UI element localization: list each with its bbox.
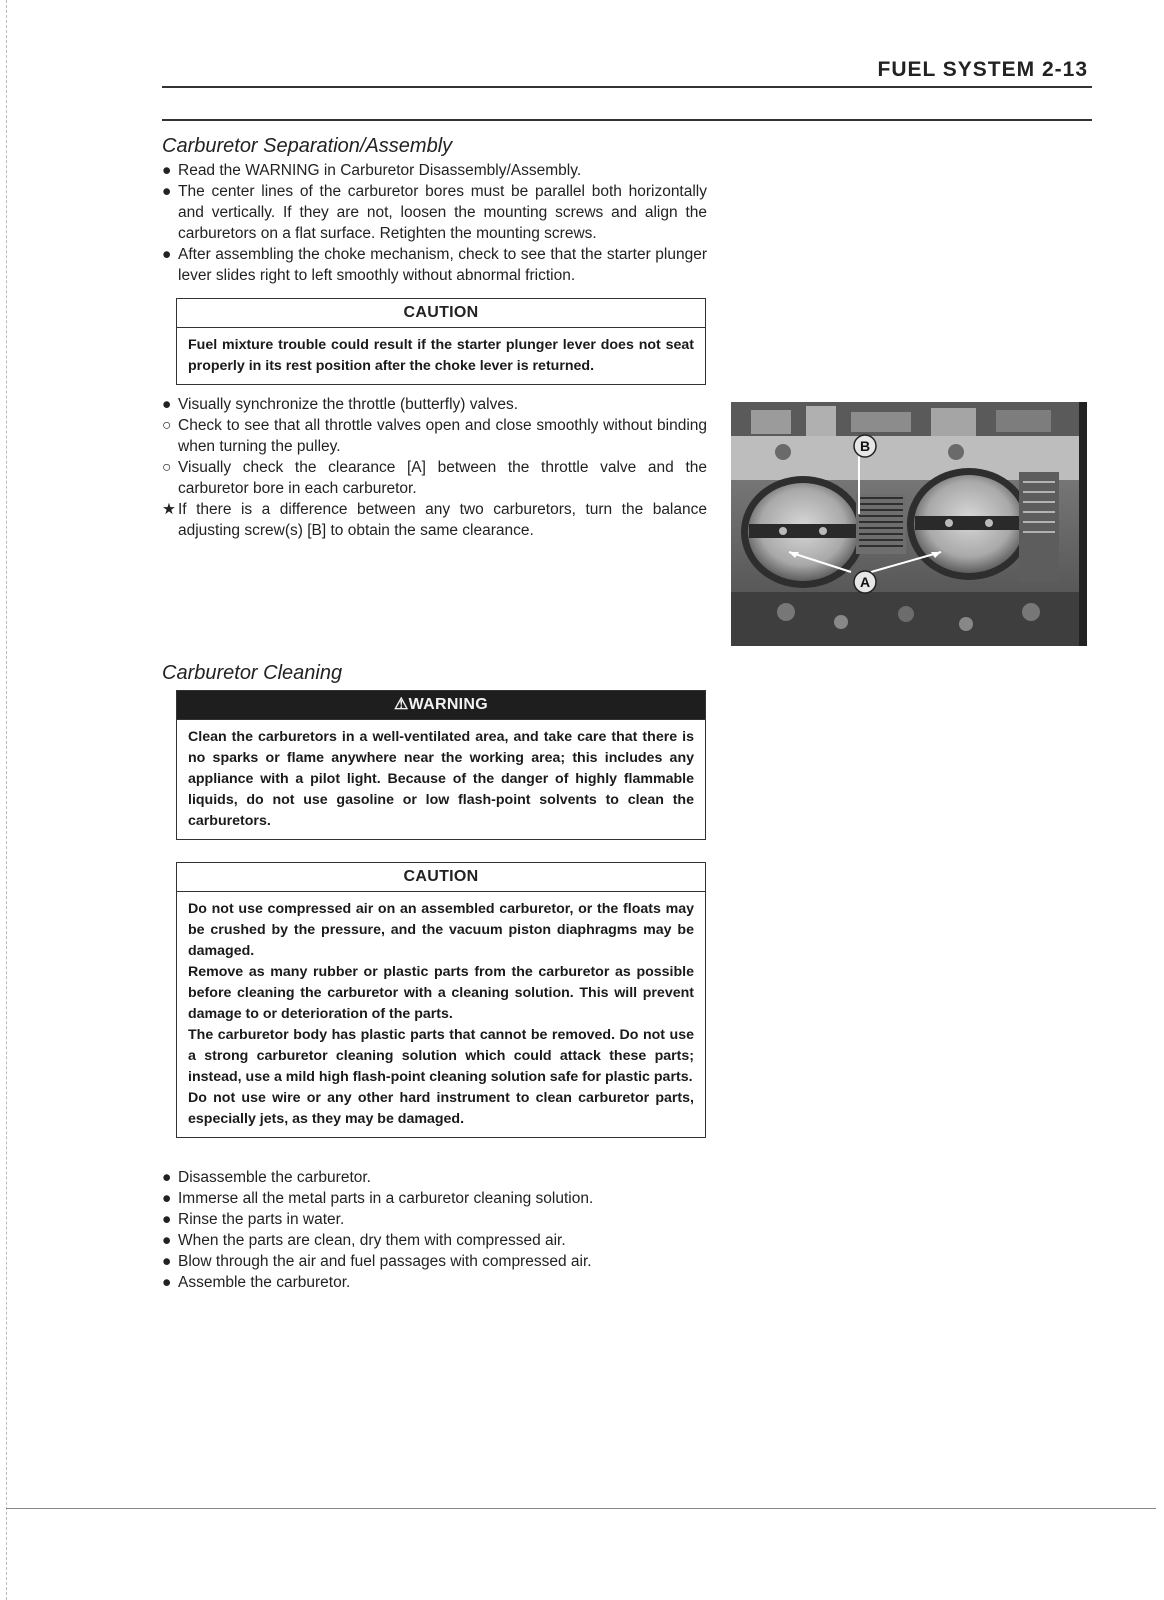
separation-bullet-list — [162, 160, 707, 286]
callout-a-label: A — [859, 574, 871, 590]
caution-paragraph: Remove as many rubber or plastic parts from the carburetor as possible before cleaning the carburetor with a cleaning solution. This will prevent damage to or deterioration of the parts. — [188, 964, 694, 1022]
bullet-text: If there is a difference between any two carburetors, turn the balance adjusting screw(s) [B] to obtain the same clearance. — [178, 501, 707, 539]
list-item — [162, 415, 707, 457]
list-item — [162, 244, 707, 286]
bullet-text: Visually check the clearance [A] between the throttle valve and the carburetor bore in each carburetor. — [178, 459, 707, 497]
bullet-mark: ● — [162, 1211, 172, 1228]
list-item — [162, 394, 707, 415]
bullet-mark: ● — [162, 162, 172, 179]
bullet-text: The center lines of the carburetor bores must be parallel both horizontally and vertically. If they are not, loosen the mounting screws and align the carburetors on a flat surface. Retighten the mounting screws. — [178, 183, 707, 242]
bullet-mark: ● — [162, 1274, 172, 1291]
list-item — [162, 181, 707, 244]
caution-box-choke — [176, 298, 706, 385]
list-item — [162, 160, 707, 181]
bullet-text: Check to see that all throttle valves open and close smoothly without binding when turning the pulley. — [178, 417, 707, 455]
bullet-text: When the parts are clean, dry them with compressed air. — [178, 1232, 566, 1249]
warning-box — [176, 690, 706, 840]
list-item — [162, 1230, 707, 1251]
bullet-mark: ● — [162, 1190, 172, 1207]
cleaning-steps-list — [162, 1167, 707, 1293]
list-item — [162, 457, 707, 499]
caution-paragraph: The carburetor body has plastic parts that cannot be removed. Do not use a strong carburetor cleaning solution which could attack these parts; instead, use a mild high flash-point cleaning solution safe for plastic parts. — [188, 1027, 694, 1085]
star-mark: ★ — [162, 501, 176, 518]
page-header — [162, 56, 1092, 88]
page-title: FUEL SYSTEM 2-13 — [877, 58, 1088, 81]
bullet-mark: ● — [162, 183, 172, 200]
warning-heading: ⚠WARNING — [177, 691, 705, 720]
bullet-mark: ● — [162, 1232, 172, 1249]
caution-box-cleaning — [176, 862, 706, 1138]
sub-bullet-mark: ○ — [162, 417, 172, 434]
bullet-mark: ● — [162, 246, 172, 263]
bullet-text: Visually synchronize the throttle (butterfly) valves. — [178, 396, 519, 413]
caution-paragraph: Do not use wire or any other hard instrument to clean carburetor parts, especially jets, as they may be damaged. — [188, 1090, 694, 1127]
caution-body — [177, 892, 705, 1137]
sub-bullet-mark: ○ — [162, 459, 172, 476]
bullet-text: Assemble the carburetor. — [178, 1274, 351, 1291]
caution-heading: CAUTION — [177, 863, 705, 892]
list-item — [162, 1188, 707, 1209]
warning-text: Clean the carburetors in a well-ventilated area, and take care that there is no sparks or flame anywhere near the working area; this includes any appliance with a pilot light. Because of the danger of highly flammable liquids, do not use gasoline or low flash-point solvents to clean the carburetors. — [188, 729, 694, 829]
list-item — [162, 1209, 707, 1230]
bullet-text: Blow through the air and fuel passages with compressed air. — [178, 1253, 592, 1270]
list-item — [162, 1167, 707, 1188]
throttle-body-photo — [731, 402, 1087, 646]
footer-divider — [6, 1508, 1156, 1509]
binding-edge — [0, 0, 7, 1600]
section-title-cleaning: Carburetor Cleaning — [162, 662, 343, 684]
section-title-separation: Carburetor Separation/Assembly — [162, 135, 453, 157]
header-divider — [162, 119, 1092, 121]
list-item — [162, 1251, 707, 1272]
bullet-mark: ● — [162, 1169, 172, 1186]
caution-paragraph: Do not use compressed air on an assembled carburetor, or the floats may be crushed by the pressure, and the vacuum piston diaphragms may be damaged. — [188, 901, 694, 959]
bullet-text: Immerse all the metal parts in a carburetor cleaning solution. — [178, 1190, 594, 1207]
caution-text: Fuel mixture trouble could result if the starter plunger lever does not seat properly in its rest position after the choke lever is returned. — [188, 337, 694, 374]
list-item — [162, 499, 707, 541]
sync-bullet-list — [162, 394, 707, 541]
bullet-text: After assembling the choke mechanism, check to see that the starter plunger lever slides right to left smoothly without abnormal friction. — [178, 246, 707, 284]
bullet-text: Read the WARNING in Carburetor Disassembly/Assembly. — [178, 162, 582, 179]
bullet-text: Rinse the parts in water. — [178, 1211, 345, 1228]
list-item — [162, 1272, 707, 1293]
bullet-mark: ● — [162, 396, 172, 413]
callout-b-label: B — [859, 438, 871, 454]
bullet-text: Disassemble the carburetor. — [178, 1169, 371, 1186]
caution-heading: CAUTION — [177, 299, 705, 328]
bullet-mark: ● — [162, 1253, 172, 1270]
